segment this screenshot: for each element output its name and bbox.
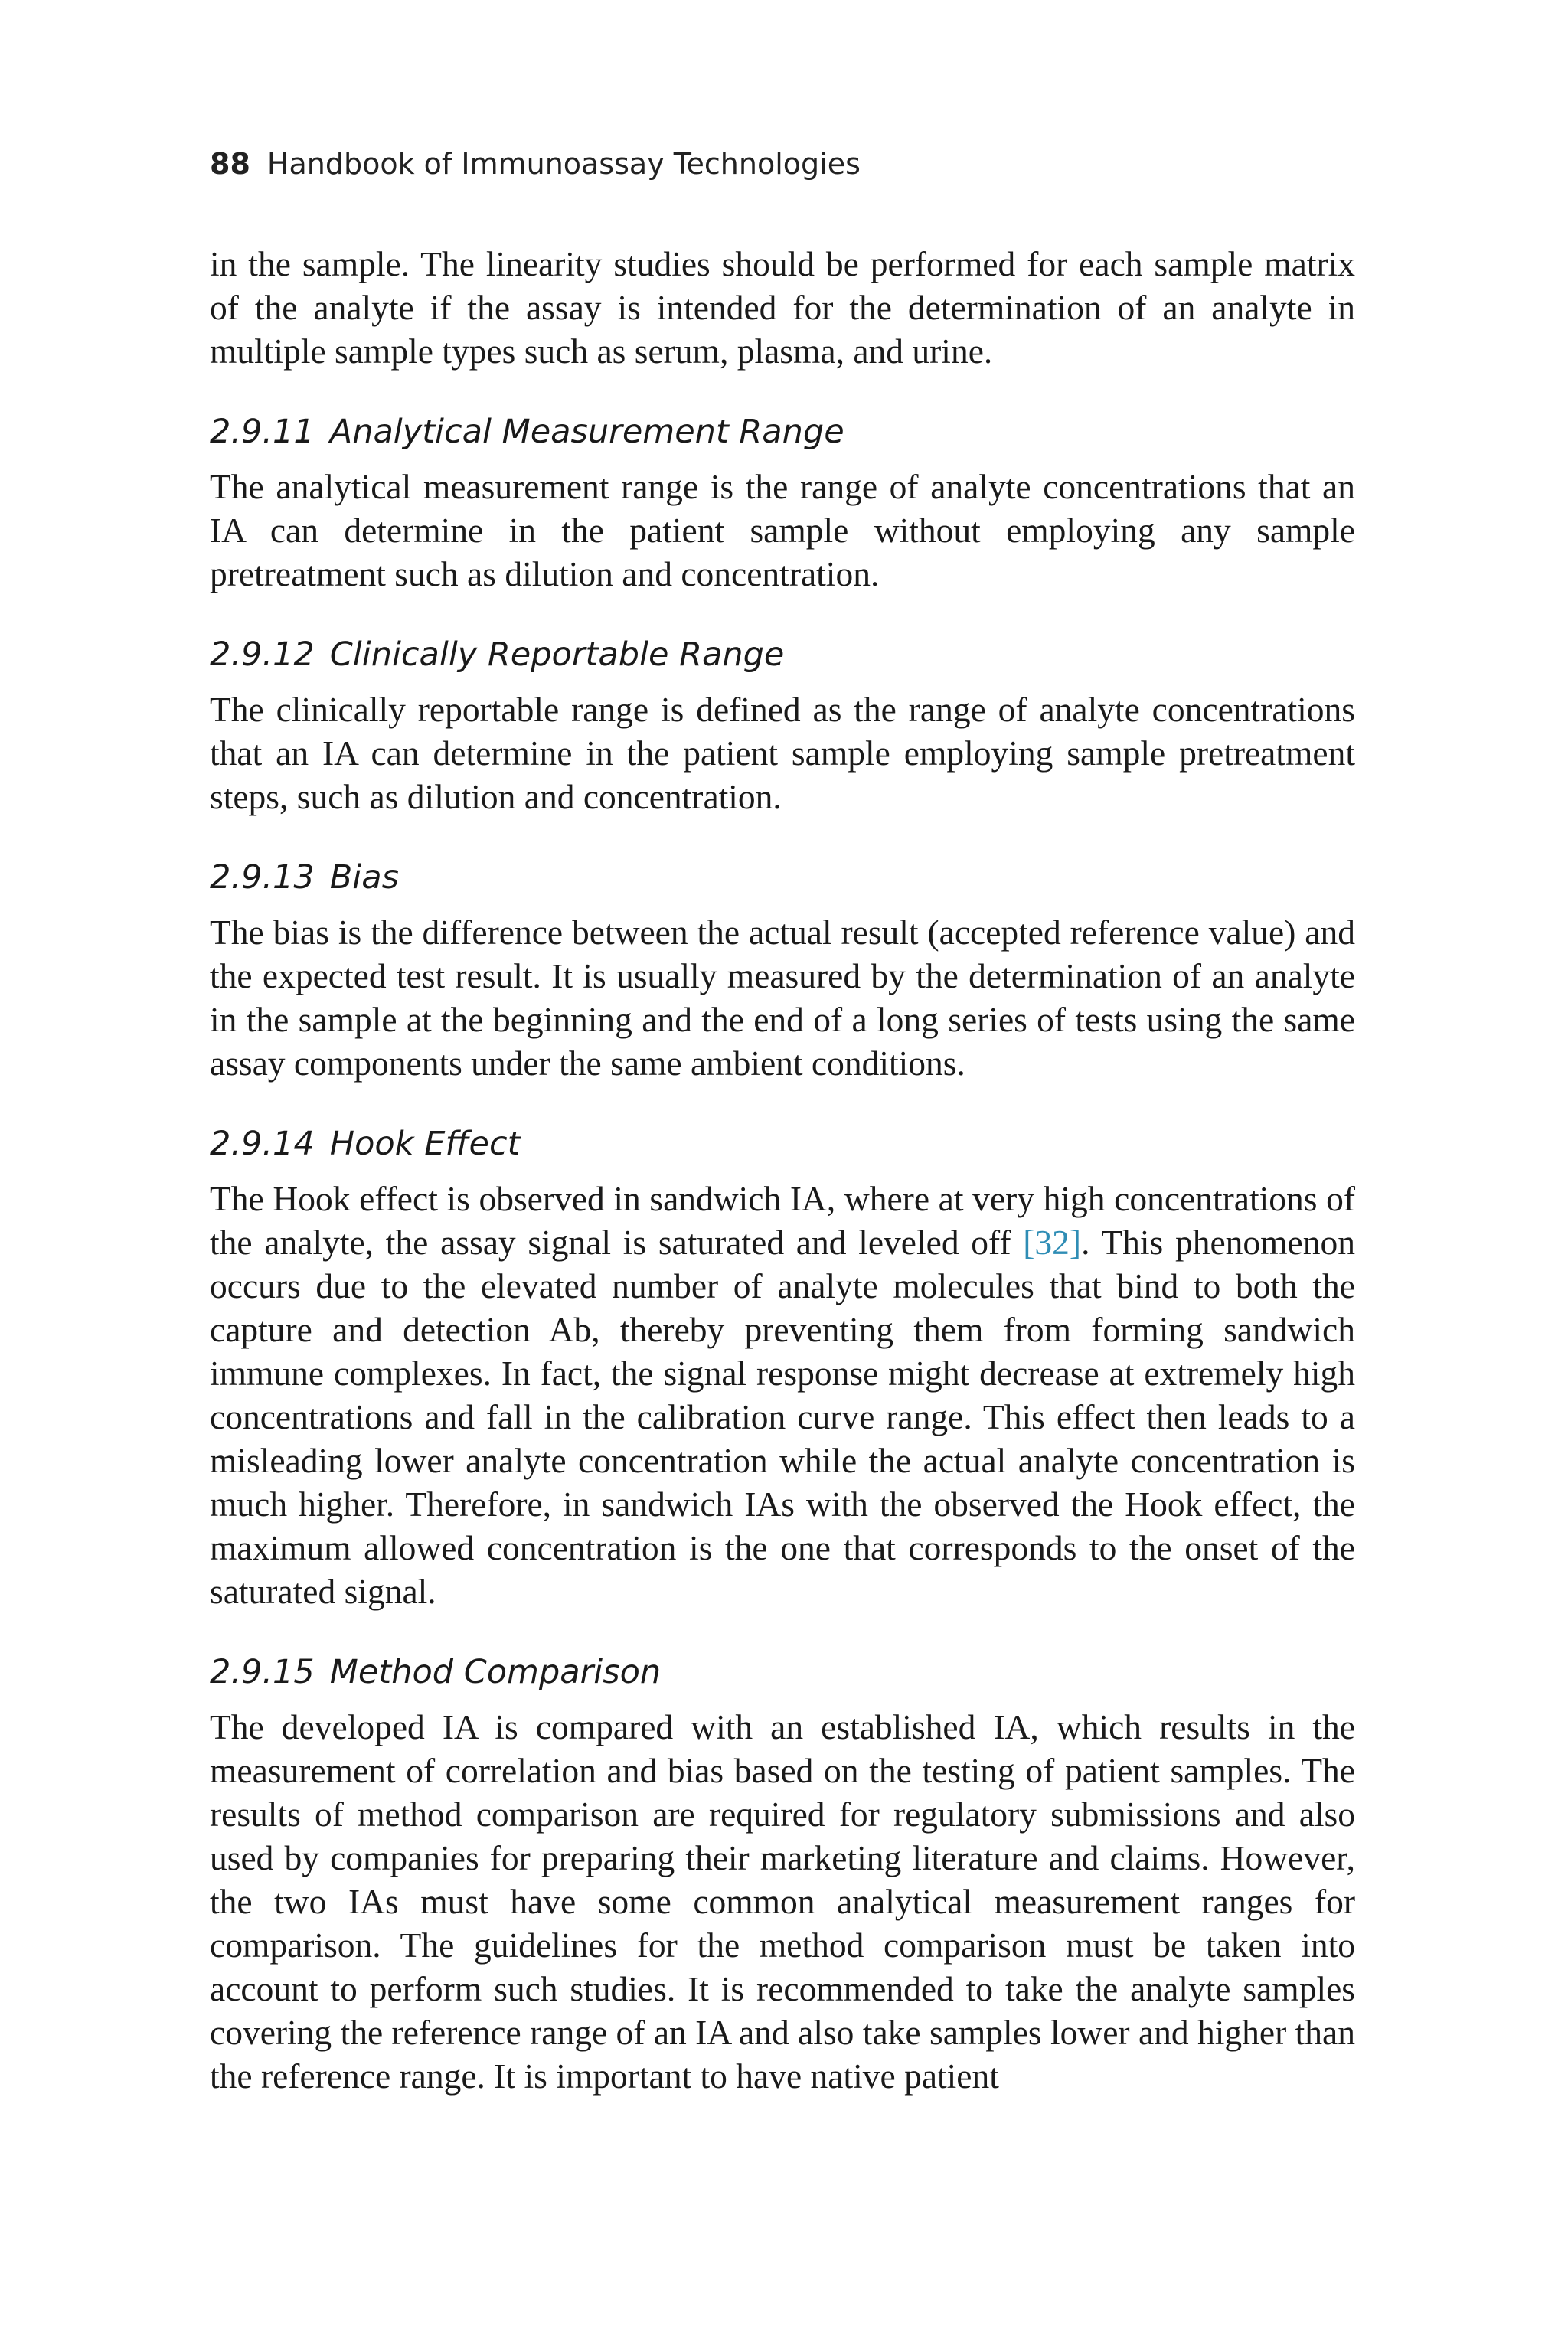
section-heading-analytical-measurement-range [210,411,1355,452]
section-number: 2.9.12 [210,635,315,674]
section-title: Method Comparison [329,1653,662,1691]
section-heading-hook-effect [210,1123,1355,1165]
section-paragraph-clinically-reportable-range: The clinically reportable range is defined as the range of analyte concentrations that an IA can determine in the patient sample employing sample pretreatment steps, such as dilution and concentration. [210,690,1355,816]
section-heading-method-comparison [210,1651,1355,1693]
section-number: 2.9.15 [210,1653,315,1691]
page [210,145,1355,2098]
section-title: Bias [329,858,399,897]
book-title: Handbook of Immunoassay Technologies [266,147,861,181]
section-title: Analytical Measurement Range [329,413,844,451]
section-paragraph-method-comparison: The developed IA is compared with an established IA, which results in the measurement of correlation and bias based on the testing of patient samples. The results of method comparison are required for regulatory submissions and also used by companies for preparing their marketing literature and claims. However, the two IAs must have some common analytical measurement ranges for comparison. The guidelines for the method comparison must be taken into account to perform such studies. It is recommended to take the analyte samples covering the reference range of an IA and also take samples lower and higher than the reference range. It is important to have native patient [210,1707,1355,2096]
page-number: 88 [210,147,250,181]
section-number: 2.9.13 [210,858,315,897]
intro-paragraph: in the sample. The linearity studies should be performed for each sample matrix of the analyte if the assay is intended for the determination of an analyte in multiple sample types such as serum, plasma, and urine. [210,244,1355,371]
citation-link[interactable]: [32] [1023,1223,1082,1262]
section-title: Hook Effect [329,1125,521,1163]
section-heading-clinically-reportable-range [210,634,1355,675]
section-heading-bias [210,857,1355,898]
section-paragraph-analytical-measurement-range: The analytical measurement range is the range of analyte concentrations that an IA can determine in the patient sample without employing any sample pretreatment such as dilution and concentration. [210,467,1355,593]
running-header [210,145,1355,182]
section-title: Clinically Reportable Range [329,635,785,674]
section-paragraph-bias: The bias is the difference between the actual result (accepted reference value) and the expected test result. It is usually measured by the determination of an analyte in the sample at the beginning and the end of a long series of tests using the same assay components under the same ambient conditions. [210,913,1355,1083]
paragraph-text-part: . This phenomenon occurs due to the elevated number of analyte molecules that bind to both the capture and detection Ab, thereby preventing them from forming sandwich immune complexes. In fact, the signal response might decrease at extremely high concentrations and fall in the calibration curve range. This effect then leads to a misleading lower analyte concentration while the actual analyte concentration is much higher. Therefore, in sandwich IAs with the observed the Hook effect, the maximum allowed concentration is the one that corresponds to the onset of the saturated signal. [210,1223,1355,1611]
section-paragraph-hook-effect [210,1177,1355,1613]
paragraph-text-part: The Hook effect is observed in sandwich IA, where at very high concentrations of the analyte, the assay signal is saturated and leveled off [210,1179,1355,1262]
section-number: 2.9.11 [210,413,315,451]
section-number: 2.9.14 [210,1125,315,1163]
